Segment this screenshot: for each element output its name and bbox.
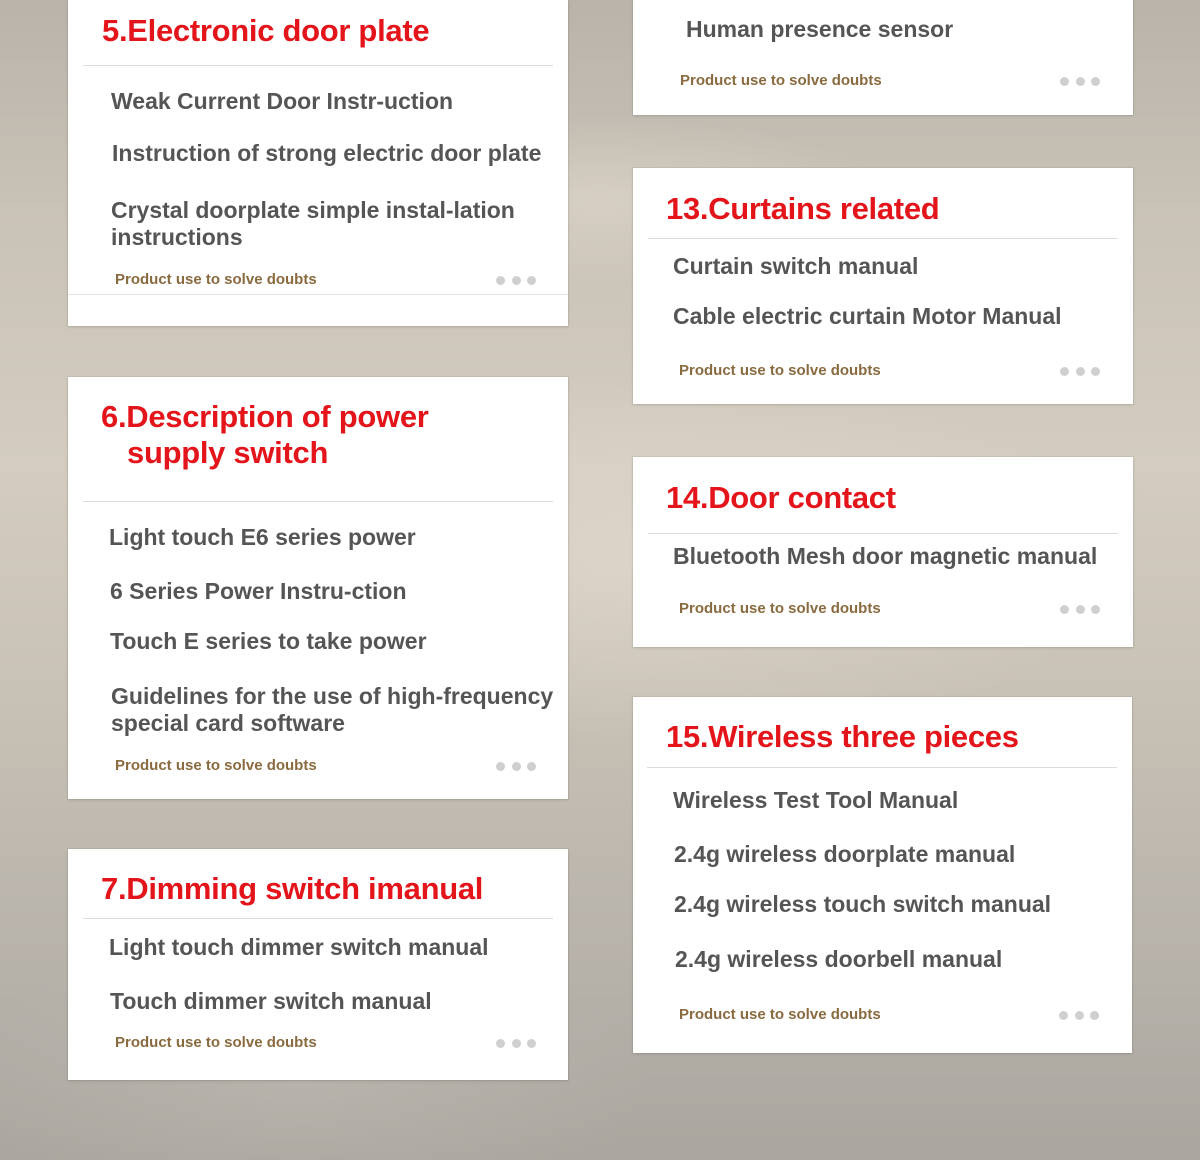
solve-doubts-link[interactable]: Product use to solve doubts (679, 1006, 881, 1023)
card-human-presence (633, 0, 1133, 115)
card-title: 14.Door contact (666, 480, 896, 515)
manual-link-weak-current-door[interactable]: Weak Current Door Instr-uction (111, 88, 454, 114)
more-dots-icon[interactable] (496, 761, 536, 771)
more-dots-icon[interactable] (496, 1038, 536, 1048)
more-dots-icon[interactable] (1060, 604, 1100, 614)
more-dots-icon[interactable] (1060, 366, 1100, 376)
card-wireless-three-pieces (633, 697, 1132, 1053)
manual-link-light-touch-dimmer[interactable]: Light touch dimmer switch manual (109, 934, 489, 960)
card-title-line1: 6.Description of power (101, 399, 429, 434)
title-divider (83, 501, 553, 502)
card-title-line2: supply switch (127, 435, 329, 470)
solve-doubts-link[interactable]: Product use to solve doubts (115, 1034, 317, 1051)
card-door-contact (633, 457, 1133, 647)
card-title: 5.Electronic door plate (102, 13, 430, 48)
title-divider (648, 533, 1118, 534)
title-divider (648, 238, 1118, 239)
manual-link-wireless-doorbell[interactable]: 2.4g wireless doorbell manual (675, 946, 1003, 972)
footer-divider (68, 294, 568, 295)
card-title: 7.Dimming switch imanual (101, 871, 484, 906)
manual-link-bluetooth-mesh-door[interactable]: Bluetooth Mesh door magnetic manual (673, 543, 1098, 569)
card-title (101, 399, 521, 471)
title-divider (647, 767, 1117, 768)
more-dots-icon[interactable] (1059, 1010, 1099, 1020)
card-dimming-switch (68, 849, 568, 1080)
manual-link-e6-series-power[interactable]: Light touch E6 series power (109, 524, 416, 550)
title-divider (83, 918, 553, 919)
solve-doubts-link[interactable]: Product use to solve doubts (679, 600, 881, 617)
solve-doubts-link[interactable]: Product use to solve doubts (115, 271, 317, 288)
manual-link-crystal-doorplate[interactable]: Crystal doorplate simple instal-lation instructions (111, 197, 515, 250)
card-title: 15.Wireless three pieces (666, 719, 1019, 754)
title-divider (83, 65, 553, 66)
manual-link-cable-curtain-motor[interactable]: Cable electric curtain Motor Manual (673, 303, 1062, 329)
card-curtains-related (633, 168, 1133, 404)
manual-link-human-presence-sensor[interactable]: Human presence sensor (686, 16, 954, 42)
card-title: 13.Curtains related (666, 191, 940, 226)
manual-link-high-frequency-card[interactable]: Guidelines for the use of high-frequency special card software (111, 683, 554, 736)
manual-link-touch-dimmer[interactable]: Touch dimmer switch manual (110, 988, 432, 1014)
solve-doubts-link[interactable]: Product use to solve doubts (115, 757, 317, 774)
manual-link-6-series-power[interactable]: 6 Series Power Instru-ction (110, 578, 407, 604)
card-power-supply-switch (68, 377, 568, 799)
manual-link-touch-e-series[interactable]: Touch E series to take power (110, 628, 427, 654)
more-dots-icon[interactable] (496, 275, 536, 285)
manual-link-wireless-test-tool[interactable]: Wireless Test Tool Manual (673, 787, 959, 813)
solve-doubts-link[interactable]: Product use to solve doubts (679, 362, 881, 379)
manual-link-wireless-touch-switch[interactable]: 2.4g wireless touch switch manual (674, 891, 1052, 917)
manual-link-strong-electric-door[interactable]: Instruction of strong electric door plate (112, 140, 542, 166)
solve-doubts-link[interactable]: Product use to solve doubts (680, 72, 882, 89)
more-dots-icon[interactable] (1060, 76, 1100, 86)
card-electronic-door-plate (68, 0, 568, 326)
manual-link-curtain-switch[interactable]: Curtain switch manual (673, 253, 919, 279)
manual-link-wireless-doorplate[interactable]: 2.4g wireless doorplate manual (674, 841, 1016, 867)
